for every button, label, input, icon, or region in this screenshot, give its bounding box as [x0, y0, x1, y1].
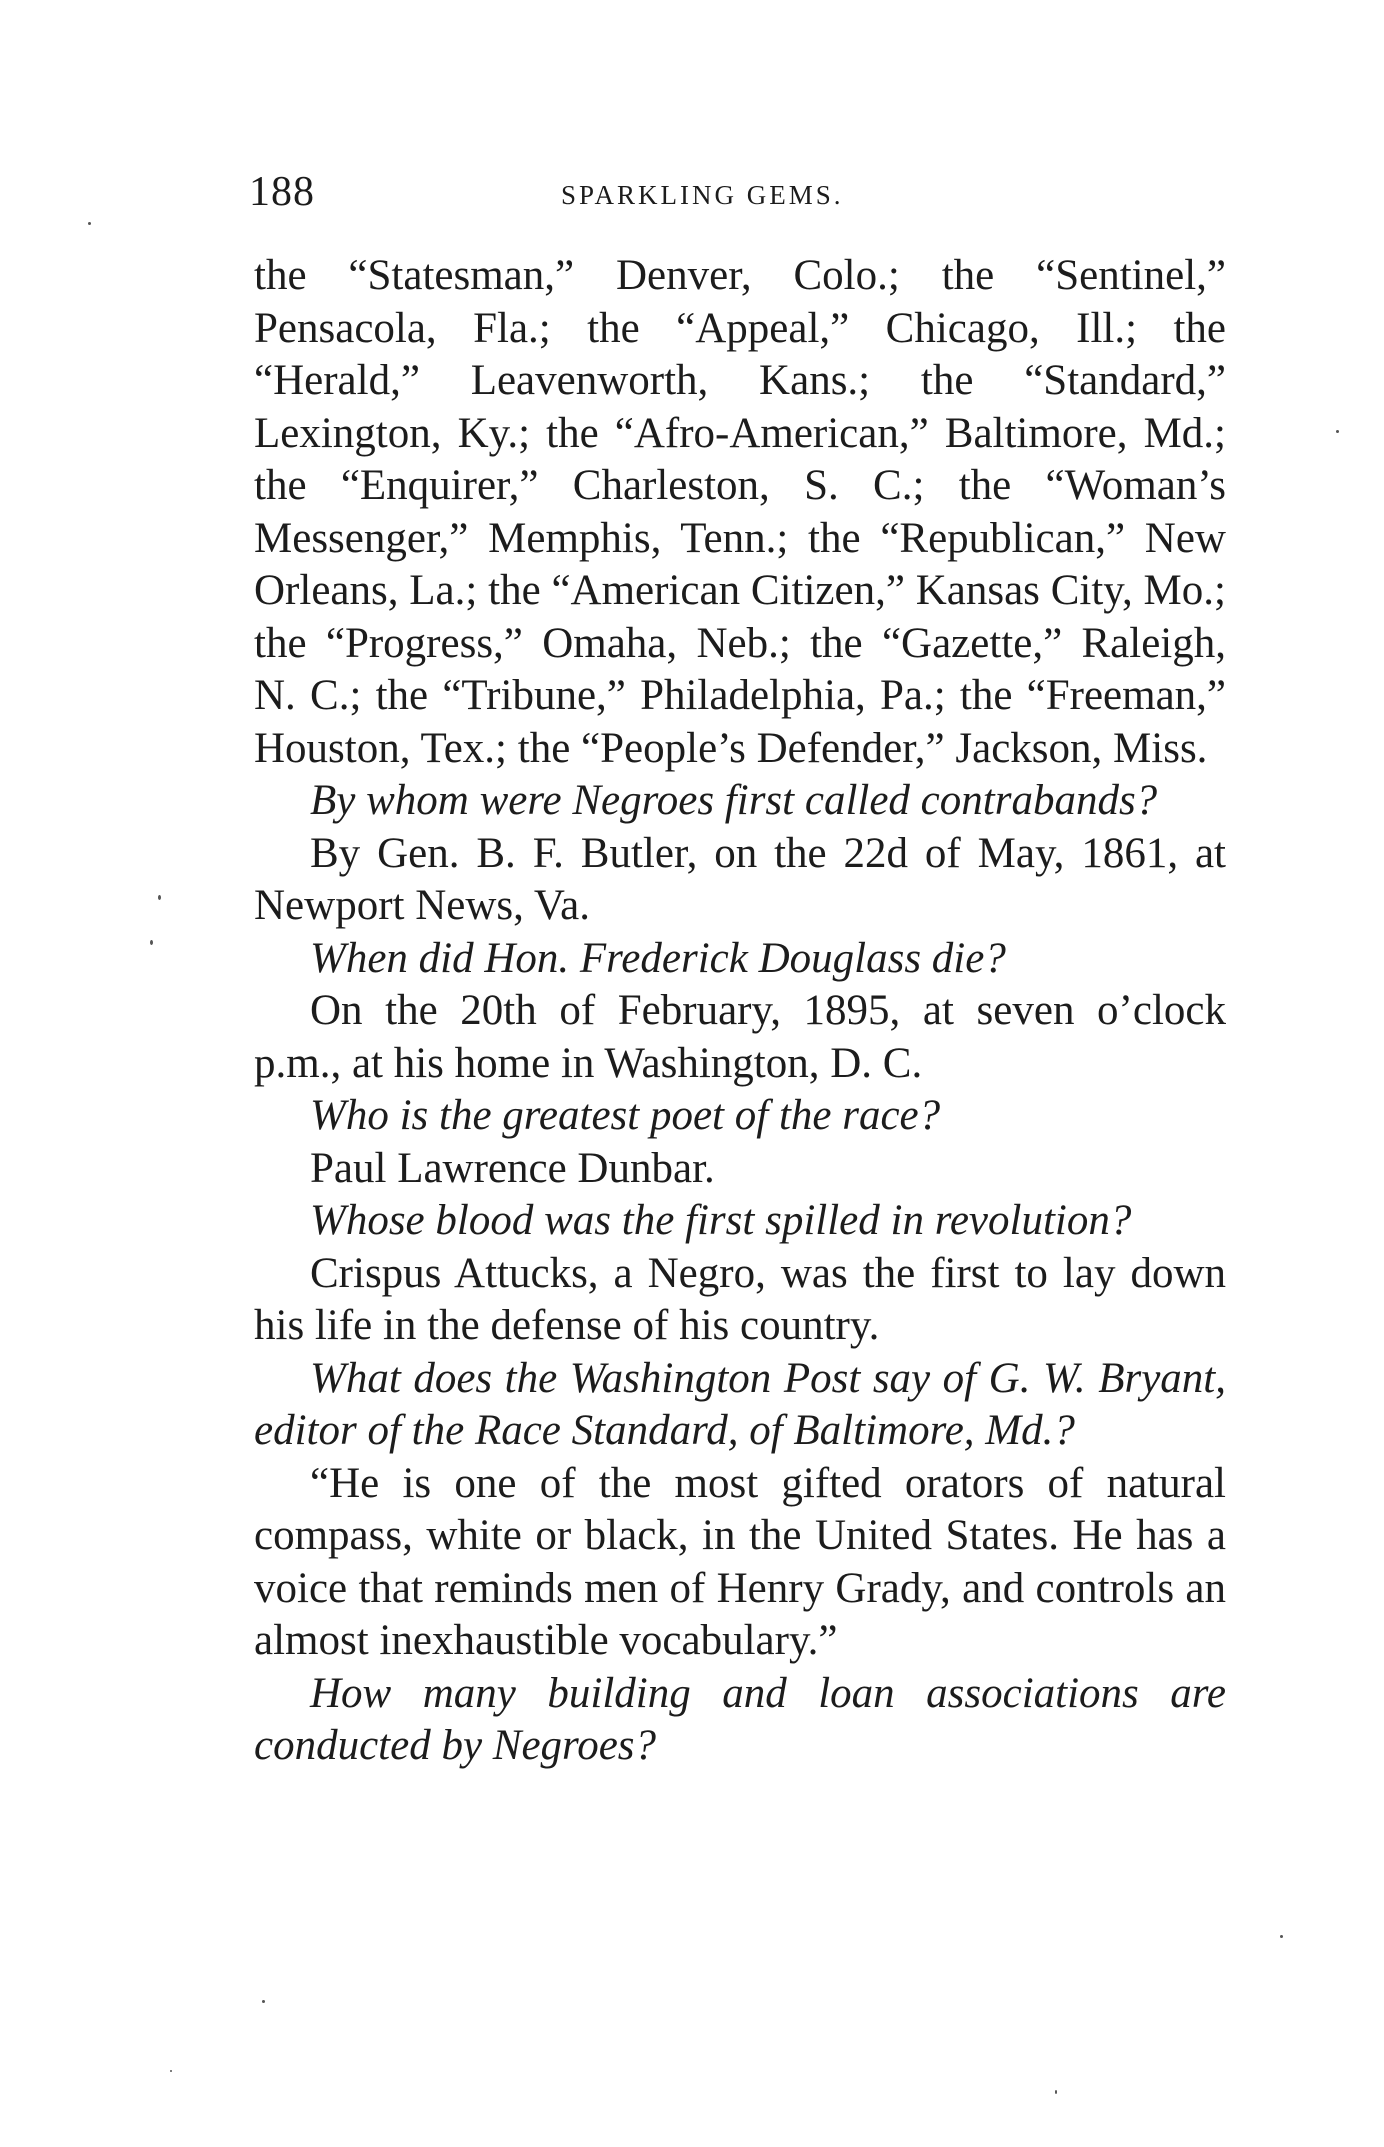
page-body — [254, 250, 1226, 1773]
running-head: SPARKLING GEMS. — [561, 180, 844, 210]
question-contrabands: By whom were Negroes first called contrabands? — [310, 777, 1158, 824]
answer-washington-post: “He is one of the most gifted orators of natural compass, white or black, in the United States. He has a voice that reminds men of Henry Grady, and controls an almost inexhaustible vocabulary.” — [254, 1459, 1226, 1664]
scan-speck — [88, 222, 91, 225]
answer-first-blood: Crispus Attucks, a Negro, was the first to lay down his life in the defense of his country. — [254, 1249, 1226, 1349]
page-number: 188 — [249, 169, 315, 215]
scan-speck — [1055, 2090, 1057, 2094]
question-douglass: When did Hon. Frederick Douglass die? — [310, 934, 1006, 982]
scan-speck — [150, 940, 153, 945]
opening-paragraph: the “Statesman,” Denver, Colo.; the “Sentinel,” Pensacola, Fla.; the “Appeal,” Chicago, Ill.; the “Herald,” Leavenworth, Kans.; the “Standard,” Lexington, Ky.; the “Afro-American,” Baltimore, Md.; the “Enquirer,” Charleston, S. C.; the “Woman’s Messenger,” Memphis, Tenn.; the “Republican,” New Orleans, La.; the “American Citizen,” Kansas City, Mo.; the “Progress,” Omaha, Neb.; the “Gazette,” Raleigh, N. C.; the “Tribune,” Philadelphia, Pa.; the “Freeman,” Houston, Tex.; the “People’s Defender,” Jackson, Miss. — [254, 252, 1226, 772]
scan-speck — [1336, 430, 1339, 433]
question-washington-post: What does the Washington Post say of G. W. Bryant, editor of the Race Standard, of Baltimore, Md.? — [254, 1354, 1226, 1454]
answer-contrabands: By Gen. B. F. Butler, on the 22d of May, 1861, at Newport News, Va. — [254, 829, 1226, 929]
question-greatest-poet: Who is the greatest poet of the race? — [310, 1092, 941, 1139]
answer-douglass: On the 20th of February, 1895, at seven o’clock p.m., at his home in Washington, D. C. — [254, 987, 1226, 1087]
scan-speck — [170, 2070, 172, 2072]
scan-speck — [158, 895, 161, 900]
scan-speck — [1280, 1935, 1283, 1938]
page-header — [249, 168, 1239, 228]
answer-greatest-poet: Paul Lawrence Dunbar. — [310, 1144, 715, 1192]
question-first-blood: Whose blood was the first spilled in revolution? — [310, 1197, 1132, 1244]
scan-speck — [262, 2000, 265, 2003]
question-building-loan: How many building and loan associations are conducted by Negroes? — [254, 1669, 1226, 1769]
